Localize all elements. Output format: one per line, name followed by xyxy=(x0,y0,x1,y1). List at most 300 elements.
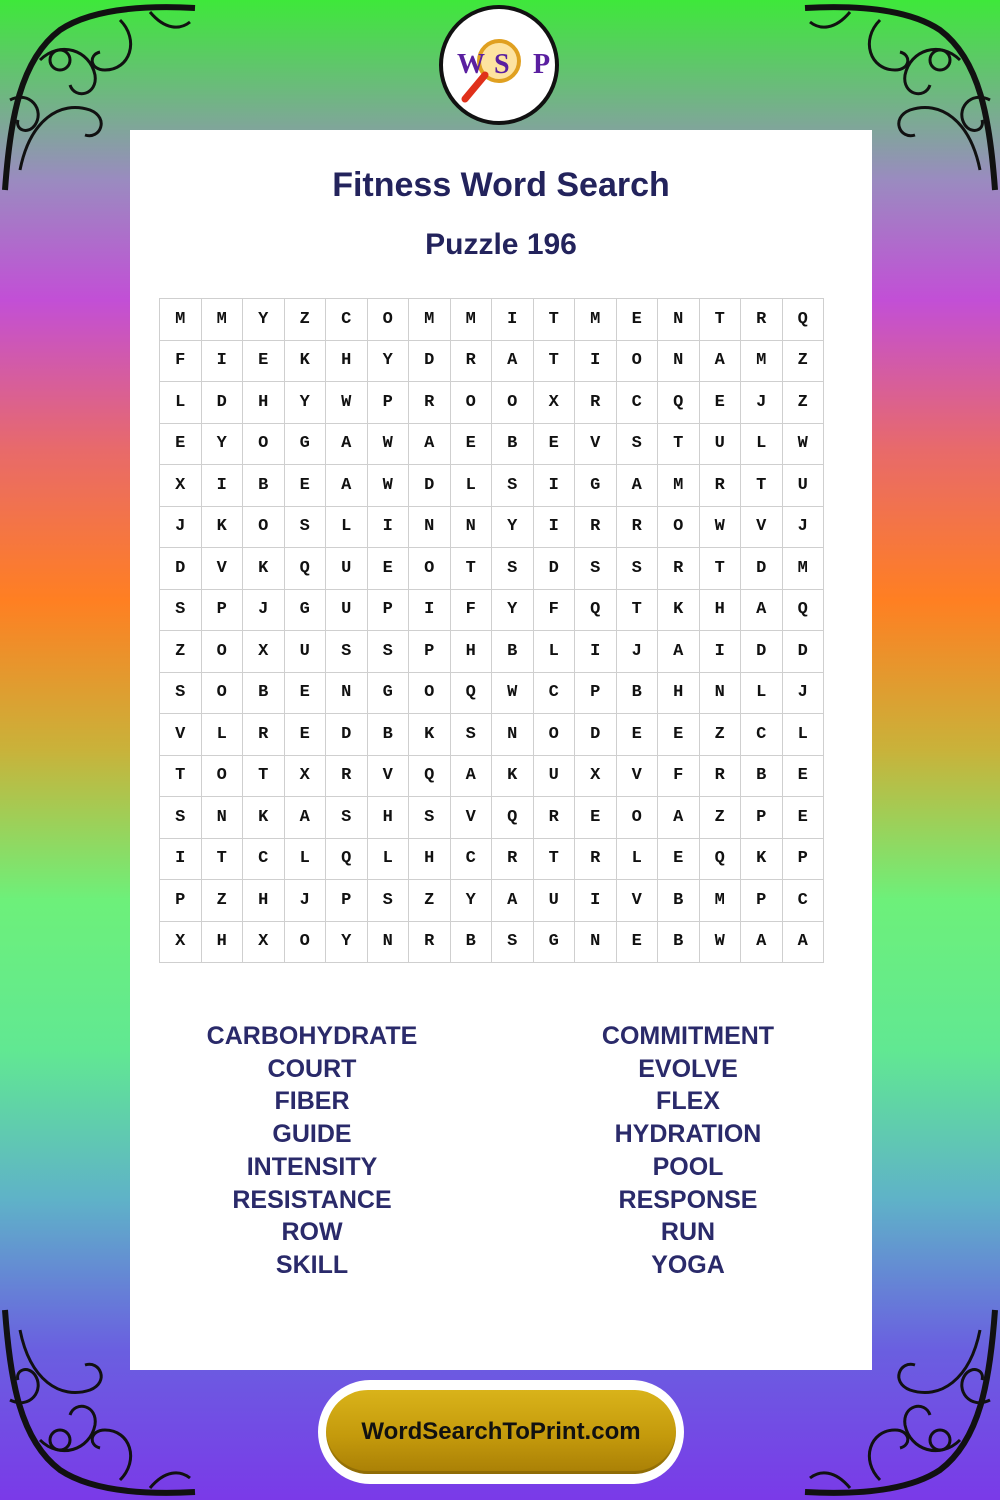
grid-cell[interactable]: S xyxy=(616,423,658,465)
grid-cell[interactable]: M xyxy=(160,299,202,341)
grid-cell[interactable]: R xyxy=(741,299,783,341)
grid-cell[interactable]: O xyxy=(243,506,285,548)
word-list-item: GUIDE xyxy=(272,1120,352,1149)
grid-cell[interactable]: H xyxy=(658,672,700,714)
grid-cell[interactable]: S xyxy=(160,797,202,839)
grid-cell[interactable]: E xyxy=(284,465,326,507)
grid-cell[interactable]: S xyxy=(492,548,534,590)
grid-cell[interactable]: I xyxy=(409,589,451,631)
grid-cell[interactable]: I xyxy=(575,631,617,673)
grid-cell[interactable]: A xyxy=(741,589,783,631)
grid-cell[interactable]: E xyxy=(658,714,700,756)
grid-cell[interactable]: Z xyxy=(201,880,243,922)
grid-cell[interactable]: A xyxy=(699,340,741,382)
grid-cell[interactable]: H xyxy=(367,797,409,839)
grid-cell[interactable]: C xyxy=(450,838,492,880)
grid-cell[interactable]: E xyxy=(284,714,326,756)
grid-cell[interactable]: W xyxy=(367,465,409,507)
grid-cell[interactable]: D xyxy=(326,714,368,756)
grid-cell[interactable]: B xyxy=(367,714,409,756)
grid-cell[interactable]: P xyxy=(326,880,368,922)
grid-cell[interactable]: A xyxy=(284,797,326,839)
grid-cell[interactable]: R xyxy=(409,921,451,963)
grid-cell[interactable]: M xyxy=(741,340,783,382)
grid-cell[interactable]: A xyxy=(782,921,824,963)
grid-cell[interactable]: O xyxy=(243,423,285,465)
grid-cell[interactable]: S xyxy=(492,921,534,963)
grid-cell[interactable]: H xyxy=(409,838,451,880)
grid-cell[interactable]: I xyxy=(492,299,534,341)
grid-cell[interactable]: X xyxy=(575,755,617,797)
grid-cell[interactable]: D xyxy=(782,631,824,673)
word-list-item: RESISTANCE xyxy=(232,1185,392,1214)
grid-row xyxy=(160,382,824,424)
grid-cell[interactable]: D xyxy=(409,340,451,382)
grid-cell[interactable]: D xyxy=(575,714,617,756)
page-title: Fitness Word Search xyxy=(332,166,670,204)
grid-cell[interactable]: D xyxy=(741,548,783,590)
grid-cell[interactable]: K xyxy=(243,797,285,839)
grid-cell[interactable]: S xyxy=(160,672,202,714)
grid-cell[interactable]: M xyxy=(450,299,492,341)
grid-cell[interactable]: T xyxy=(533,340,575,382)
grid-cell[interactable]: S xyxy=(367,880,409,922)
grid-cell[interactable]: C xyxy=(243,838,285,880)
grid-cell[interactable]: E xyxy=(533,423,575,465)
grid-cell[interactable]: B xyxy=(492,423,534,465)
grid-cell[interactable]: F xyxy=(450,589,492,631)
grid-cell[interactable]: G xyxy=(284,423,326,465)
grid-cell[interactable]: N xyxy=(492,714,534,756)
grid-cell[interactable]: P xyxy=(201,589,243,631)
grid-cell[interactable]: Z xyxy=(782,382,824,424)
logo-letter: S xyxy=(494,49,510,80)
grid-cell[interactable]: P xyxy=(741,880,783,922)
grid-cell[interactable]: E xyxy=(160,423,202,465)
word-list-item: YOGA xyxy=(651,1250,725,1279)
grid-cell[interactable]: H xyxy=(243,382,285,424)
grid-cell[interactable]: I xyxy=(201,340,243,382)
word-list-item: EVOLVE xyxy=(638,1054,738,1083)
word-list-item: HYDRATION xyxy=(614,1120,762,1149)
grid-cell[interactable]: U xyxy=(533,880,575,922)
grid-cell[interactable]: Q xyxy=(658,382,700,424)
word-list-item: INTENSITY xyxy=(246,1152,378,1181)
grid-cell[interactable]: N xyxy=(575,921,617,963)
grid-cell[interactable]: Y xyxy=(243,299,285,341)
grid-cell[interactable]: Q xyxy=(782,589,824,631)
grid-cell[interactable]: G xyxy=(284,589,326,631)
grid-cell[interactable]: Q xyxy=(326,838,368,880)
grid-cell[interactable]: J xyxy=(741,382,783,424)
grid-cell[interactable]: R xyxy=(243,714,285,756)
grid-cell[interactable]: C xyxy=(326,299,368,341)
grid-row xyxy=(160,589,824,631)
grid-cell[interactable]: W xyxy=(699,921,741,963)
grid-cell[interactable]: R xyxy=(409,382,451,424)
grid-cell[interactable]: I xyxy=(201,465,243,507)
grid-cell[interactable]: A xyxy=(450,755,492,797)
grid-cell[interactable]: E xyxy=(450,423,492,465)
grid-cell[interactable]: I xyxy=(575,880,617,922)
grid-cell[interactable]: O xyxy=(284,921,326,963)
grid-row xyxy=(160,838,824,880)
word-list-item: RESPONSE xyxy=(618,1185,758,1214)
grid-cell[interactable]: J xyxy=(160,506,202,548)
grid-cell[interactable]: N xyxy=(450,506,492,548)
grid-row xyxy=(160,423,824,465)
grid-cell[interactable]: P xyxy=(741,797,783,839)
grid-cell[interactable]: T xyxy=(699,299,741,341)
grid-cell[interactable]: I xyxy=(699,631,741,673)
grid-cell[interactable]: S xyxy=(409,797,451,839)
grid-cell[interactable]: L xyxy=(367,838,409,880)
grid-cell[interactable]: B xyxy=(492,631,534,673)
grid-row xyxy=(160,797,824,839)
grid-cell[interactable]: M xyxy=(658,465,700,507)
grid-cell[interactable]: G xyxy=(575,465,617,507)
grid-cell[interactable]: H xyxy=(450,631,492,673)
grid-cell[interactable]: K xyxy=(741,838,783,880)
grid-cell[interactable]: L xyxy=(201,714,243,756)
grid-cell[interactable]: C xyxy=(782,880,824,922)
grid-cell[interactable]: W xyxy=(326,382,368,424)
grid-cell[interactable]: T xyxy=(533,299,575,341)
grid-cell[interactable]: J xyxy=(782,506,824,548)
logo-letter: W xyxy=(457,49,485,80)
grid-cell[interactable]: T xyxy=(160,755,202,797)
grid-row xyxy=(160,631,824,673)
grid-cell[interactable]: Y xyxy=(450,880,492,922)
grid-cell[interactable]: J xyxy=(243,589,285,631)
grid-row xyxy=(160,340,824,382)
grid-cell[interactable]: E xyxy=(616,921,658,963)
grid-cell[interactable]: F xyxy=(160,340,202,382)
grid-cell[interactable]: H xyxy=(201,921,243,963)
grid-cell[interactable]: B xyxy=(450,921,492,963)
word-list-item: POOL xyxy=(652,1152,724,1181)
grid-cell[interactable]: K xyxy=(658,589,700,631)
grid-cell[interactable]: I xyxy=(160,838,202,880)
grid-cell[interactable]: M xyxy=(201,299,243,341)
grid-cell[interactable]: M xyxy=(575,299,617,341)
grid-cell[interactable]: U xyxy=(699,423,741,465)
grid-cell[interactable]: D xyxy=(160,548,202,590)
word-list-item: COURT xyxy=(267,1054,357,1083)
grid-cell[interactable]: J xyxy=(616,631,658,673)
grid-cell[interactable]: T xyxy=(533,838,575,880)
grid-cell[interactable]: O xyxy=(409,672,451,714)
grid-cell[interactable]: B xyxy=(658,921,700,963)
grid-cell[interactable]: L xyxy=(741,672,783,714)
grid-cell[interactable]: E xyxy=(284,672,326,714)
grid-cell[interactable]: S xyxy=(326,797,368,839)
grid-cell[interactable]: S xyxy=(160,589,202,631)
grid-cell[interactable]: Q xyxy=(782,299,824,341)
grid-cell[interactable]: X xyxy=(533,382,575,424)
grid-cell[interactable]: C xyxy=(741,714,783,756)
grid-cell[interactable]: Q xyxy=(492,797,534,839)
grid-cell[interactable]: K xyxy=(243,548,285,590)
grid-cell[interactable]: L xyxy=(533,631,575,673)
grid-cell[interactable]: N xyxy=(699,672,741,714)
grid-cell[interactable]: A xyxy=(409,423,451,465)
grid-cell[interactable]: N xyxy=(326,672,368,714)
grid-cell[interactable]: O xyxy=(616,797,658,839)
puzzle-number: Puzzle 196 xyxy=(425,228,577,261)
grid-cell[interactable]: T xyxy=(450,548,492,590)
grid-cell[interactable]: O xyxy=(201,672,243,714)
grid-cell[interactable]: S xyxy=(492,465,534,507)
grid-cell[interactable]: W xyxy=(782,423,824,465)
site-badge xyxy=(318,1380,684,1484)
grid-cell[interactable]: E xyxy=(575,797,617,839)
grid-cell[interactable]: M xyxy=(409,299,451,341)
grid-cell[interactable]: C xyxy=(533,672,575,714)
site-link[interactable]: WordSearchToPrint.com xyxy=(326,1390,676,1474)
grid-cell[interactable]: R xyxy=(450,340,492,382)
grid-cell[interactable]: U xyxy=(782,465,824,507)
word-list-item: CARBOHYDRATE xyxy=(206,1022,418,1050)
wsp-logo xyxy=(439,5,559,125)
grid-cell[interactable]: R xyxy=(492,838,534,880)
grid-cell[interactable]: T xyxy=(699,548,741,590)
grid-cell[interactable]: Q xyxy=(575,589,617,631)
puzzle-sheet xyxy=(130,130,872,1370)
grid-cell[interactable]: Z xyxy=(782,340,824,382)
grid-cell[interactable]: B xyxy=(741,755,783,797)
grid-cell[interactable]: K xyxy=(409,714,451,756)
grid-row xyxy=(160,548,824,590)
grid-cell[interactable]: T xyxy=(243,755,285,797)
grid-cell[interactable]: E xyxy=(367,548,409,590)
grid-cell[interactable]: Q xyxy=(450,672,492,714)
grid-cell[interactable]: S xyxy=(450,714,492,756)
grid-cell[interactable]: R xyxy=(326,755,368,797)
grid-cell[interactable]: R xyxy=(575,382,617,424)
grid-cell[interactable]: O xyxy=(450,382,492,424)
grid-cell[interactable]: P xyxy=(367,589,409,631)
grid-cell[interactable]: Z xyxy=(284,299,326,341)
grid-cell[interactable]: P xyxy=(782,838,824,880)
grid-cell[interactable]: G xyxy=(533,921,575,963)
word-list-right xyxy=(508,1020,868,1282)
grid-cell[interactable]: V xyxy=(160,714,202,756)
grid-cell[interactable]: T xyxy=(741,465,783,507)
grid-cell[interactable]: I xyxy=(533,506,575,548)
grid-cell[interactable]: N xyxy=(409,506,451,548)
grid-cell[interactable]: L xyxy=(616,838,658,880)
grid-cell[interactable]: E xyxy=(699,382,741,424)
grid-cell[interactable]: K xyxy=(201,506,243,548)
grid-cell[interactable]: S xyxy=(616,548,658,590)
grid-cell[interactable]: K xyxy=(492,755,534,797)
grid-cell[interactable]: R xyxy=(533,797,575,839)
grid-cell[interactable]: C xyxy=(616,382,658,424)
word-list-item: FIBER xyxy=(274,1087,350,1116)
grid-cell[interactable]: A xyxy=(492,880,534,922)
grid-cell[interactable]: G xyxy=(367,672,409,714)
grid-cell[interactable]: E xyxy=(782,755,824,797)
grid-cell[interactable]: T xyxy=(658,423,700,465)
grid-cell[interactable]: U xyxy=(533,755,575,797)
grid-cell[interactable]: F xyxy=(533,589,575,631)
word-list-item: COMMITMENT xyxy=(601,1022,775,1050)
word-list-left xyxy=(132,1020,492,1282)
grid-cell[interactable]: R xyxy=(575,506,617,548)
grid-cell[interactable]: O xyxy=(492,382,534,424)
letter-grid xyxy=(159,298,824,963)
grid-cell[interactable]: A xyxy=(741,921,783,963)
grid-cell[interactable]: Y xyxy=(492,589,534,631)
grid-cell[interactable]: V xyxy=(450,797,492,839)
grid-cell[interactable]: T xyxy=(201,838,243,880)
grid-cell[interactable]: Y xyxy=(326,921,368,963)
grid-cell[interactable]: X xyxy=(243,631,285,673)
grid-cell[interactable]: R xyxy=(616,506,658,548)
word-list-item: RUN xyxy=(660,1218,716,1247)
grid-cell[interactable]: V xyxy=(741,506,783,548)
grid-cell[interactable]: D xyxy=(201,382,243,424)
grid-row xyxy=(160,714,824,756)
grid-cell[interactable]: V xyxy=(367,755,409,797)
grid-cell[interactable]: V xyxy=(201,548,243,590)
grid-cell[interactable]: L xyxy=(326,506,368,548)
grid-cell[interactable]: O xyxy=(409,548,451,590)
grid-cell[interactable]: Y xyxy=(492,506,534,548)
grid-row xyxy=(160,672,824,714)
grid-cell[interactable]: N xyxy=(201,797,243,839)
grid-cell[interactable]: B xyxy=(243,672,285,714)
grid-cell[interactable]: Y xyxy=(201,423,243,465)
grid-cell[interactable]: D xyxy=(409,465,451,507)
grid-cell[interactable]: D xyxy=(741,631,783,673)
grid-cell[interactable]: B xyxy=(616,672,658,714)
grid-cell[interactable]: B xyxy=(243,465,285,507)
grid-cell[interactable]: P xyxy=(367,382,409,424)
grid-cell[interactable]: Y xyxy=(367,340,409,382)
grid-row xyxy=(160,755,824,797)
grid-cell[interactable]: E xyxy=(782,797,824,839)
grid-cell[interactable]: N xyxy=(658,340,700,382)
grid-cell[interactable]: A xyxy=(492,340,534,382)
grid-cell[interactable]: X xyxy=(284,755,326,797)
grid-cell[interactable]: R xyxy=(575,838,617,880)
grid-row xyxy=(160,506,824,548)
grid-cell[interactable]: H xyxy=(326,340,368,382)
grid-cell[interactable]: O xyxy=(201,631,243,673)
grid-cell[interactable]: Z xyxy=(699,797,741,839)
grid-cell[interactable]: S xyxy=(367,631,409,673)
grid-cell[interactable]: R xyxy=(699,755,741,797)
grid-cell[interactable]: L xyxy=(284,838,326,880)
grid-cell[interactable]: L xyxy=(741,423,783,465)
grid-cell[interactable]: M xyxy=(782,548,824,590)
grid-cell[interactable]: O xyxy=(201,755,243,797)
grid-cell[interactable]: X xyxy=(160,465,202,507)
grid-cell[interactable]: E xyxy=(658,838,700,880)
grid-cell[interactable]: X xyxy=(243,921,285,963)
word-list-item: ROW xyxy=(281,1218,343,1247)
grid-cell[interactable]: R xyxy=(658,548,700,590)
grid-cell[interactable]: P xyxy=(575,672,617,714)
grid-cell[interactable]: Q xyxy=(409,755,451,797)
grid-cell[interactable]: S xyxy=(575,548,617,590)
grid-cell[interactable]: A xyxy=(326,423,368,465)
grid-cell[interactable]: H xyxy=(243,880,285,922)
grid-cell[interactable]: K xyxy=(284,340,326,382)
grid-cell[interactable]: Q xyxy=(699,838,741,880)
grid-row xyxy=(160,465,824,507)
grid-cell[interactable]: Q xyxy=(284,548,326,590)
logo-letter: P xyxy=(533,49,551,80)
grid-cell[interactable]: H xyxy=(699,589,741,631)
grid-cell[interactable]: W xyxy=(492,672,534,714)
grid-cell[interactable]: Z xyxy=(699,714,741,756)
grid-cell[interactable]: U xyxy=(326,548,368,590)
grid-cell[interactable]: D xyxy=(533,548,575,590)
grid-cell[interactable]: B xyxy=(658,880,700,922)
grid-cell[interactable]: A xyxy=(658,631,700,673)
grid-cell[interactable]: E xyxy=(243,340,285,382)
grid-cell[interactable]: U xyxy=(284,631,326,673)
grid-cell[interactable]: F xyxy=(658,755,700,797)
grid-row xyxy=(160,921,824,963)
grid-cell[interactable]: I xyxy=(367,506,409,548)
grid-cell[interactable]: N xyxy=(658,299,700,341)
grid-cell[interactable]: E xyxy=(616,714,658,756)
grid-cell[interactable]: I xyxy=(575,340,617,382)
grid-cell[interactable]: P xyxy=(160,880,202,922)
grid-cell[interactable]: J xyxy=(782,672,824,714)
grid-cell[interactable]: S xyxy=(284,506,326,548)
grid-cell[interactable]: O xyxy=(367,299,409,341)
grid-cell[interactable]: O xyxy=(616,340,658,382)
word-list-item: SKILL xyxy=(275,1250,349,1279)
grid-cell[interactable]: A xyxy=(616,465,658,507)
grid-cell[interactable]: P xyxy=(409,631,451,673)
grid-cell[interactable]: L xyxy=(782,714,824,756)
grid-cell[interactable]: A xyxy=(658,797,700,839)
grid-cell[interactable]: L xyxy=(450,465,492,507)
grid-cell[interactable]: J xyxy=(284,880,326,922)
word-list-item: FLEX xyxy=(656,1087,720,1116)
grid-cell[interactable]: Y xyxy=(284,382,326,424)
grid-row xyxy=(160,880,824,922)
grid-cell[interactable]: I xyxy=(533,465,575,507)
grid-cell[interactable]: W xyxy=(699,506,741,548)
grid-cell[interactable]: A xyxy=(326,465,368,507)
grid-cell[interactable]: V xyxy=(575,423,617,465)
grid-cell[interactable]: S xyxy=(326,631,368,673)
grid-cell[interactable]: V xyxy=(616,755,658,797)
grid-cell[interactable]: L xyxy=(160,382,202,424)
grid-cell[interactable]: W xyxy=(367,423,409,465)
grid-cell[interactable]: R xyxy=(699,465,741,507)
grid-cell[interactable]: U xyxy=(326,589,368,631)
grid-cell[interactable]: Z xyxy=(409,880,451,922)
grid-row xyxy=(160,299,824,341)
grid-cell[interactable]: N xyxy=(367,921,409,963)
grid-cell[interactable]: O xyxy=(658,506,700,548)
grid-cell[interactable]: X xyxy=(160,921,202,963)
grid-cell[interactable]: T xyxy=(616,589,658,631)
grid-cell[interactable]: O xyxy=(533,714,575,756)
grid-cell[interactable]: E xyxy=(616,299,658,341)
grid-cell[interactable]: M xyxy=(699,880,741,922)
grid-cell[interactable]: V xyxy=(616,880,658,922)
grid-cell[interactable]: Z xyxy=(160,631,202,673)
